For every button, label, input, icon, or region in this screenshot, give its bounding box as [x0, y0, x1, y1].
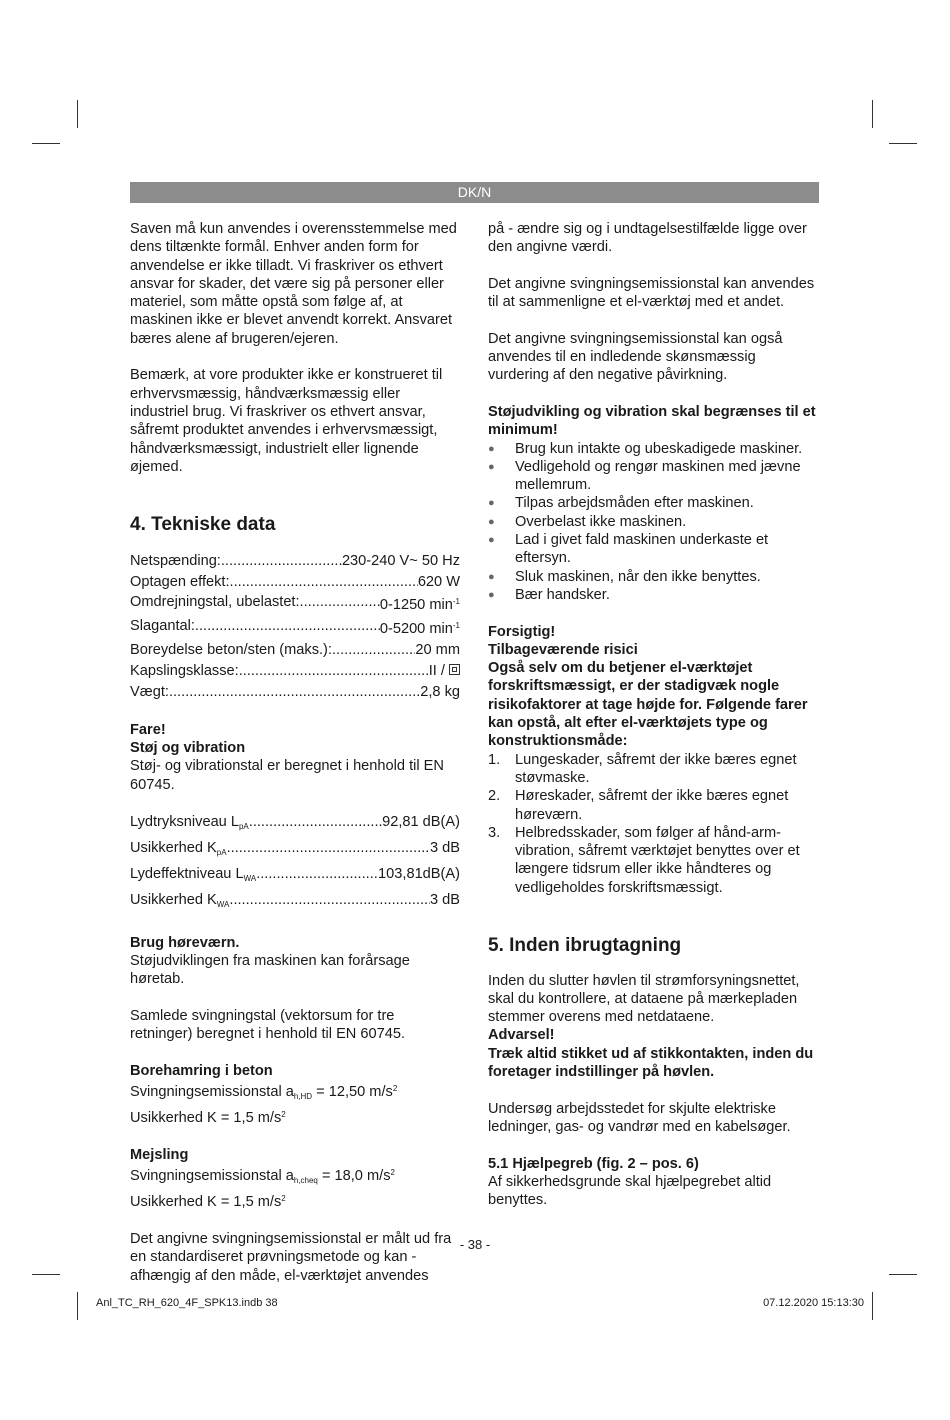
uncertainty-value: Usikkerhed K = 1,5 $m/s^2$	[130, 1110, 286, 1127]
intro-paragraph: Saven må kun anvendes i overensstemmelse med dens tiltænkte formål. Enhver anden form for anvendelse er ikke tilladt. Vi fraskriver os ethvert ansvar for skader, det være sig på personer eller materiel, som måtte opstå som følge af, at maskinen ikke er blevet anvendt korrekt. Ansvaret bæres alene af brugeren/ejeren.	[130, 221, 457, 347]
spec-unit-exponent: -1	[452, 621, 460, 631]
body-text: Samlede svingningstal (vektorsum for tre retninger) beregnet i henhold til EN 60745.	[130, 1007, 406, 1043]
spec-row	[130, 616, 460, 640]
spec-table	[130, 551, 460, 703]
spec-row	[130, 551, 460, 572]
spec-value: 620 W	[417, 573, 460, 590]
section-heading: 4. Tekniske data	[130, 513, 276, 535]
body-text: Det angivne svingningsemissionstal kan også anvendes til en indledende skønsmæssig vurdering af den negative påvirkning.	[488, 330, 783, 384]
noise-label: Lydtryksniveau L	[130, 814, 239, 831]
spec-label: Boreydelse beton/sten (maks.):	[130, 641, 332, 658]
language-code: DK/N	[457, 184, 492, 200]
crop-mark	[872, 1292, 873, 1320]
list-item: ● Bær handsker.	[488, 586, 820, 604]
spec-value: 2,8 kg	[420, 683, 460, 700]
spec-label: Vægt:	[130, 683, 169, 700]
page-number: - 38 -	[459, 1237, 491, 1252]
spec-unit-exponent: -1	[452, 597, 460, 607]
noise-subscript: pA	[238, 822, 249, 832]
body-text: Det angivne svingningsemissionstal er målt ud fra en standardiseret prøvningsmetode og kan - afhængig af den måde, el-værktøjet anvendes	[130, 1231, 452, 1284]
intro-paragraph: Bemærk, at vore produkter ikke er konstrueret til erhvervsmæssig, håndværksmæssig eller industriel brug. Vi fraskriver os ethvert ansvar, såfremt produktet anvendes i erhvervsmæssigt, håndværksmæssigt, industrielt eller lignende øjemed.	[130, 367, 443, 475]
noise-subscript: pA	[216, 847, 227, 857]
noise-row	[130, 864, 460, 890]
spec-label: Slagantal:	[130, 618, 195, 635]
spec-value: 0-5200 min	[379, 621, 453, 638]
spec-value: 20 mm	[415, 641, 460, 658]
spec-row	[130, 682, 460, 703]
spec-label: Kapslingsklasse:	[130, 662, 239, 679]
list-item: ● Brug kun intakte og ubeskadigede maskiner.	[488, 440, 820, 458]
crop-mark	[32, 143, 60, 144]
list-item: ● Sluk maskinen, når den ikke benyttes.	[488, 568, 820, 586]
crop-mark	[889, 1274, 917, 1275]
noise-subscript: WA	[243, 873, 257, 883]
subsection-title: Tilbageværende risici	[488, 641, 638, 658]
footer-file-info: Anl_TC_RH_620_4F_SPK13.indb 38	[96, 1297, 278, 1309]
subsection-title: Borehamring i beton	[130, 1062, 273, 1079]
vibration-value: Svingningsemissionstal $a_{h,HD} = 12,50$ $m/s^2$	[130, 1083, 398, 1101]
body-text: Det angivne svingningsemissionstal kan anvendes til at sammenligne et el-værktøj med et andet.	[488, 275, 815, 311]
section-heading: 5. Inden ibrugtagning	[488, 934, 682, 956]
spec-value: 0-1250 min	[379, 597, 453, 614]
list-item: ● Lad i givet fald maskinen underkaste et eftersyn.	[488, 531, 820, 568]
list-item: 3. Helbredsskader, som følger af hånd-arm-vibration, såfremt værktøjet benyttes over et længere tidsrum eller ikke håndteres og vedligeholdes forskriftsmæssigt.	[488, 824, 800, 896]
vibration-value: Svingningsemissionstal $a_{h,cheq} = 18,0$ $m/s^2$	[130, 1168, 395, 1186]
spec-label: Omdrejningstal, ubelastet:	[130, 594, 300, 611]
noise-subscript: WA	[216, 899, 230, 909]
noise-row	[130, 838, 460, 864]
body-text: på - ændre sig og i undtagelsestilfælde ligge over den angivne værdi.	[488, 221, 807, 256]
language-header-bar	[130, 182, 819, 203]
danger-label: Fare!	[130, 721, 166, 738]
body-text: Støj- og vibrationstal er beregnet i henhold til EN 60745.	[130, 758, 444, 793]
noise-label: Usikkerhed K	[130, 891, 217, 908]
spec-row	[130, 640, 460, 661]
crop-mark	[77, 1292, 78, 1320]
spec-value: 230-240 V~ 50 Hz	[341, 552, 460, 569]
subsection-title: 5.1 Hjælpegreb (fig. 2 – pos. 6)	[488, 1155, 699, 1172]
footer-timestamp: 07.12.2020 15:13:30	[763, 1297, 864, 1309]
subsection-title: Mejsling	[130, 1146, 189, 1163]
numbered-list	[488, 751, 820, 897]
noise-label: Lydeffektniveau L	[130, 865, 244, 882]
subsection-title: Støj og vibration	[130, 739, 246, 756]
protection-class-icon	[449, 664, 460, 675]
spec-value: II /	[428, 662, 449, 679]
subsection-title: Støjudvikling og vibration skal begrænses til et minimum!	[488, 403, 816, 439]
list-item: ● Tilpas arbejdsmåden efter maskinen.	[488, 494, 820, 512]
caution-label: Forsigtig!	[488, 623, 556, 640]
crop-mark	[32, 1274, 60, 1275]
noise-table	[130, 812, 460, 915]
right-column	[488, 220, 820, 1209]
spec-label: Optagen effekt:	[130, 573, 230, 590]
body-text: Af sikkerhedsgrunde skal hjælpegrebet altid benyttes.	[488, 1173, 772, 1209]
list-item: 1. Lungeskader, såfremt der ikke bæres egnet støvmaske.	[488, 751, 797, 786]
body-text: Inden du slutter høvlen til strømforsyningsnettet, skal du kontrollere, at dataene på mærkepladen stemmer overens med netdataene.	[488, 972, 800, 1026]
body-text: Støjudviklingen fra maskinen kan forårsage høretab.	[130, 952, 410, 988]
risk-intro: Også selv om du betjener el-værktøjet forskriftsmæssigt, er der stadigvæk nogle risikofaktorer at tage højde for. Følgende farer kan opstå, alt efter el-værktøjets type og konstruktionsmåde:	[488, 660, 808, 750]
subsection-title: Brug høreværn.	[130, 934, 240, 951]
bullet-list	[488, 440, 820, 605]
spec-row	[130, 661, 460, 682]
list-item: ● Vedligehold og rengør maskinen med jævne mellemrum.	[488, 458, 820, 495]
noise-value: 3 dB	[429, 839, 460, 856]
crop-mark	[77, 100, 78, 128]
spec-label: Netspænding:	[130, 552, 221, 569]
body-text: Undersøg arbejdsstedet for skjulte elektriske ledninger, gas- og vandrør med en kabelsøger.	[488, 1100, 791, 1135]
spec-row	[130, 592, 460, 616]
left-column	[130, 220, 460, 1285]
noise-row	[130, 812, 460, 838]
noise-value: 103,81dB(A)	[378, 865, 460, 882]
noise-value: 3 dB	[429, 891, 460, 908]
warning-text: Træk altid stikket ud af stikkontakten, inden du foretager indstillinger på høvlen.	[488, 1045, 814, 1081]
crop-mark	[872, 100, 873, 128]
noise-label: Usikkerhed K	[130, 839, 217, 856]
warning-label: Advarsel!	[488, 1027, 555, 1044]
noise-value: 92,81 dB(A)	[382, 814, 460, 831]
list-item: ● Overbelast ikke maskinen.	[488, 513, 820, 531]
noise-row	[130, 890, 460, 916]
crop-mark	[889, 143, 917, 144]
spec-row	[130, 572, 460, 593]
uncertainty-value: Usikkerhed K = 1,5 $m/s^2$	[130, 1194, 286, 1211]
list-item: 2. Høreskader, såfremt der ikke bæres egnet høreværn.	[488, 788, 789, 823]
